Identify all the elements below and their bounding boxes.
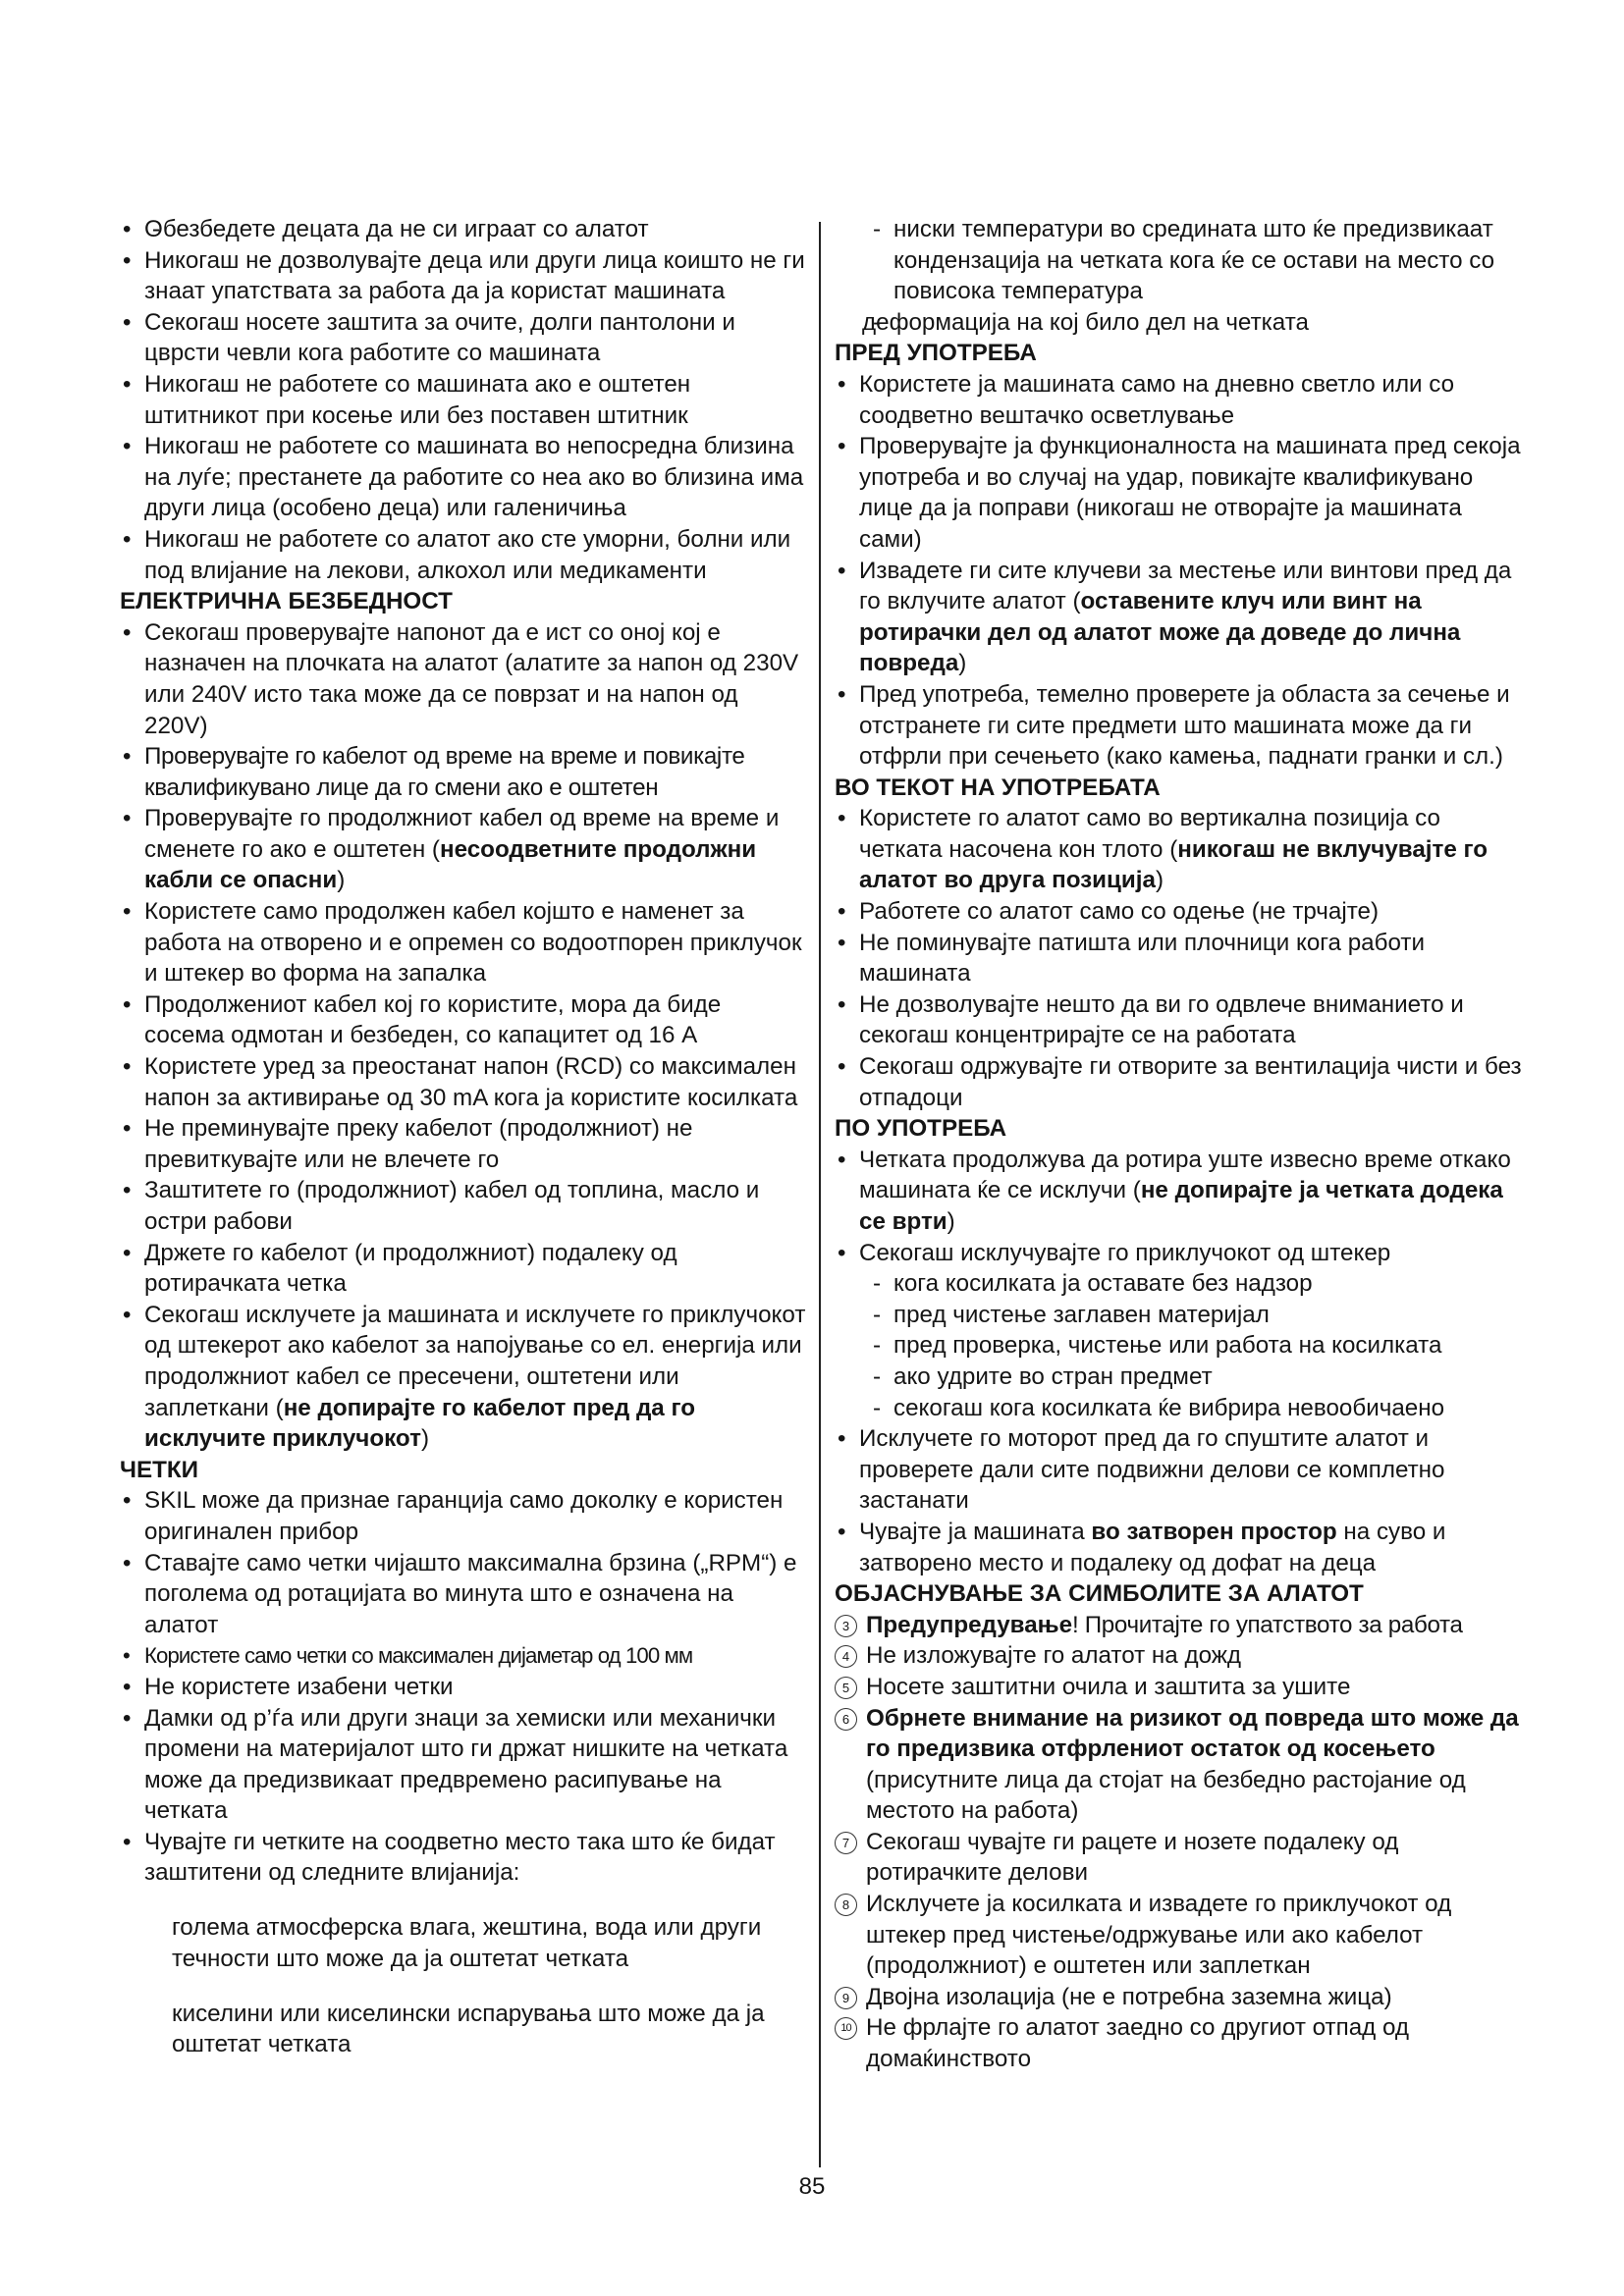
bullet-vertical-position	[835, 803, 1522, 896]
page-number: 85	[798, 2173, 826, 2200]
text: Исклучете ја косилката и извадете го приклучокот од штекер пред чистење/одржување или ако кабелот (продолжниот) е оштетен или заплеткан	[866, 1891, 1452, 1980]
text: (присутните лица да стојат на безбедно растојание од местото на работа)	[866, 1766, 1466, 1825]
circled-number-icon: 4	[835, 1645, 857, 1668]
symbol-item-warning	[835, 1610, 1522, 1641]
dash-humidity: - голема атмосферска влага, жештина, вода или други течности што може да ја оштетат четката	[120, 1912, 807, 1974]
bullet-remove-keys	[835, 556, 1522, 679]
text: )	[420, 1425, 429, 1453]
bullet-unplug: • Секогаш исклучувајте го приклучокот од штекер	[835, 1238, 1522, 1269]
bullet-outdoor-cable: • Користете само продолжен кабел којшто е наменет за работа на отворено и е опремен со водоотпорен приклучок и штекер во форма на запалка	[120, 896, 807, 989]
symbol-item-double-insulation	[835, 1982, 1522, 2013]
heading-after-use: ПО УПОТРЕБА	[835, 1115, 1007, 1143]
circled-number-icon: 5	[835, 1677, 857, 1699]
text: )	[337, 867, 346, 894]
heading-brushes: ЧЕТКИ	[120, 1456, 199, 1483]
circled-number-icon: 3	[835, 1615, 857, 1637]
symbol-item-thrown-debris	[835, 1703, 1522, 1827]
bold-text: во затворен простор	[1091, 1518, 1337, 1545]
circled-number-icon: 7	[835, 1832, 857, 1854]
text: Секогаш исклучете ја машината и исклучете го приклучокот од штекерот ако кабелот за напојување со ел. енергија или продолжниот кабел се пресечени, оштетени или заплеткани (	[144, 1301, 806, 1421]
dash-unattended: - кога косилката ја оставате без надзор	[835, 1268, 1522, 1300]
dash-inspection: - пред проверка, чистење или работа на косилката	[835, 1330, 1522, 1362]
bullet-bystanders: • Никогаш не работете со машината во непосредна близина на луѓе; престанете да работите со неа ако во близина има други лица (особено деца) или галеничиња	[120, 431, 807, 524]
bold-text: не допирајте го кабелот пред да го исклучите приклучокот	[144, 1394, 696, 1453]
text: )	[958, 650, 967, 677]
dash-deformation	[835, 307, 1522, 339]
bullet-worn-brushes: • Не користете изабени четки	[120, 1672, 807, 1703]
text: ! Прочитајте го упатството за работа	[1072, 1611, 1463, 1638]
bold-text: никогаш не вклучувајте го алатот во друга позиција	[859, 835, 1489, 894]
text: Секогаш чувајте ги рацете и нозете подалеку од ротирачките делови	[866, 1828, 1399, 1887]
bullet-do-not-step-on-cable: • Не преминувајте преку кабелот (продолжниот) не превиткувајте или не влечете го	[120, 1113, 807, 1175]
dash-vibration: - секогаш кога косилката ќе вибрира невообичаено	[835, 1393, 1522, 1424]
bullet-protect-cable: • Заштитете го (продолжниот) кабел од топлина, масло и остри рабови	[120, 1175, 807, 1237]
bullet-brush-speed: • Ставајте само четки чијашто максимална брзина („RPM“) е поголема од ротацијата во минута што е означена на алатот	[120, 1548, 807, 1641]
dash-jammed: - пред чистење заглавен материјал	[835, 1300, 1522, 1331]
bullet-original-accessories: • SKIL може да признае гаранција само доколку е користен оригинален прибор	[120, 1485, 807, 1547]
bullet-daylight: • Користете ја машината само на дневно светло или со соодветно вештачко осветлување	[835, 369, 1522, 431]
bullet-fatigue: • Никогаш не работете со алатот ако сте уморни, болни или под влијание на лекови, алкохол или медикаменти	[120, 524, 807, 586]
text: Користете го алатот само во вертикална позиција со четката насочена кон тлото (	[859, 805, 1440, 863]
bullet-guard: • Никогаш не работете со машината ако е оштетен штитникот при косење или без поставен штитник	[120, 369, 807, 431]
text: Проверувајте го продолжниот кабел од време на време и сменете го ако е оштетен (	[144, 805, 780, 863]
text: Четката продолжува да ротира уште извесно време откако машината ќе се исклучи (	[859, 1146, 1511, 1204]
bullet-concentrate: • Не дозволувајте нешто да ви го одвлече вниманието и секогаш концентрирајте се на работата	[835, 989, 1522, 1051]
bullet-store-brushes: • Чувајте ги четките на соодветно место така што ќе бидат заштитени од следните влијанија:	[120, 1827, 807, 1889]
heading-during-use: ВО ТЕКОТ НА УПОТРЕБАТА	[835, 774, 1161, 801]
circled-number-icon: 9	[835, 1987, 857, 2009]
bullet-ventilation: • Секогаш одржувајте ги отворите за вентилација чисти и без отпадоци	[835, 1051, 1522, 1113]
circled-number-icon: 10	[835, 2017, 857, 2040]
bold-text: оставените клуч или винт на ротирачки дел од алатот може да доведе до лична повреда	[859, 588, 1461, 677]
bullet-children: • Обезбедете децата да не си играат со алатот	[120, 214, 807, 245]
text: Не фрлајте го алатот заедно со другиот отпад од домаќинството	[866, 2014, 1410, 2073]
text: Извадете ги сите клучеви за местење или винтови пред да го вклучите алатот (	[859, 557, 1512, 615]
bold-text: не допирајте ја четката додека се врти	[859, 1177, 1503, 1235]
bold-text: Предупредување	[866, 1611, 1073, 1638]
bullet-walk-only: • Работете со алатот само со одење (не трчајте)	[835, 896, 1522, 928]
symbol-item-goggles	[835, 1672, 1522, 1703]
text: Носете заштитни очила и заштита за ушите	[866, 1673, 1351, 1700]
bullet-voltage: • Секогаш проверувајте напонот да е ист со оној кој е назначен на плочката на алатот (алатите за напон од 230V или 240V исто така може да се поврзат и на напон од 220V)	[120, 617, 807, 741]
heading-before-use: ПРЕД УПОТРЕБА	[835, 340, 1037, 367]
bullet-storage	[835, 1517, 1522, 1578]
symbol-item-unplug	[835, 1889, 1522, 1982]
symbol-item-rain	[835, 1640, 1522, 1672]
bullet-rcd: • Користете уред за преостанат напон (RCD) со максимален напон за активирање од 30 mA кога ја користите косилката	[120, 1051, 807, 1113]
text: Чувајте ја машината	[859, 1518, 1092, 1545]
bullet-roads: • Не поминувајте патишта или плочници кога работи машината	[835, 928, 1522, 989]
circled-number-icon: 8	[835, 1894, 857, 1916]
left-column	[120, 214, 807, 2084]
bold-text: несоодветните продолжни кабли се опасни	[144, 835, 757, 894]
bullet-inspect-area: • Пред употреба, темелно проверете ја областа за сечење и отстранете ги сите предмети што машината може да ги отфрли при сечењето (како камења, паднати гранки и сл.)	[835, 679, 1522, 773]
heading-electrical-safety: ЕЛЕКТРИЧНА БЕЗБЕДНОСТ	[120, 588, 453, 615]
text: Не изложувајте го алатот на дожд	[866, 1642, 1242, 1670]
text: деформација на кој било дел на четката	[862, 308, 1309, 336]
right-column	[835, 214, 1522, 2075]
dash-acids: - киселини или киселински испарувања што може да ја оштетат четката	[120, 1999, 807, 2060]
bullet-uncoiled-cable: • Продолжениот кабел кој го користите, мора да биде сосема одмотан и безбеден, со капацитет од 16 A	[120, 989, 807, 1051]
bullet-protective-clothing: • Секогаш носете заштита за очите, долги пантолони и цврсти чевли кога работите со машината	[120, 307, 807, 369]
text: на суво и затворено место и подалеку од дофат на деца	[859, 1518, 1446, 1576]
text: )	[947, 1208, 955, 1235]
bullet-brush-diameter: • Користете само четки со максимален дијаметар од 100 мм	[120, 1640, 807, 1672]
heading-symbols: ОБЈАСНУВАЊЕ ЗА СИМБОЛИТЕ ЗА АЛАТОТ	[835, 1580, 1364, 1608]
bold-text: Обрнете внимание на ризикот од повреда што може да го предизвика отфрлениот остаток од косењето	[866, 1704, 1519, 1763]
bullet-switch-off-motor: • Исклучете го моторот пред да го спуштите алатот и проверете дали сите подвижни делови се комплетно застанати	[835, 1423, 1522, 1517]
bullet-damaged-cable	[120, 1300, 807, 1455]
bullet-check-cable: • Проверувајте го кабелот од време на време и повикајте квалификувано лице да го смени ако е оштетен	[120, 741, 807, 803]
bullet-check-function: • Проверувајте ја функционалноста на машината пред секоја употреба и во случај на удар, повикајте квалификувано лице да ја поправи (никогаш не отворајте ја машината сами)	[835, 431, 1522, 555]
symbol-item-disposal	[835, 2012, 1522, 2074]
symbol-item-hands-feet	[835, 1827, 1522, 1889]
dash-foreign-object: - ако удрите во стран предмет	[835, 1362, 1522, 1393]
circled-number-icon: 6	[835, 1708, 857, 1731]
column-divider	[819, 222, 821, 2167]
dash-low-temperature: - ниски температури во средината што ќе предизвикаат кондензација на четката кога ќе се остави на место со повисока температура	[835, 214, 1522, 307]
bullet-brush-rotates	[835, 1145, 1522, 1238]
text: Двојна изолација (не е потребна заземна жица)	[866, 1983, 1392, 2010]
bullet-cable-away: • Држете го кабелот (и продолжниот) подалеку од ротирачката четка	[120, 1238, 807, 1300]
text: )	[1155, 867, 1164, 894]
bullet-extension-cable	[120, 803, 807, 896]
bullet-rust: • Дамки од р’ѓа или други знаци за хемиски или механички промени на материјалот што ги држат нишките на четката може да предизвикаат предвремено расипување на четката	[120, 1703, 807, 1827]
bullet-no-untrained-users: • Никогаш не дозволувајте деца или други лица коишто не ги знаат упатствата за работа да ја користат машината	[120, 245, 807, 307]
